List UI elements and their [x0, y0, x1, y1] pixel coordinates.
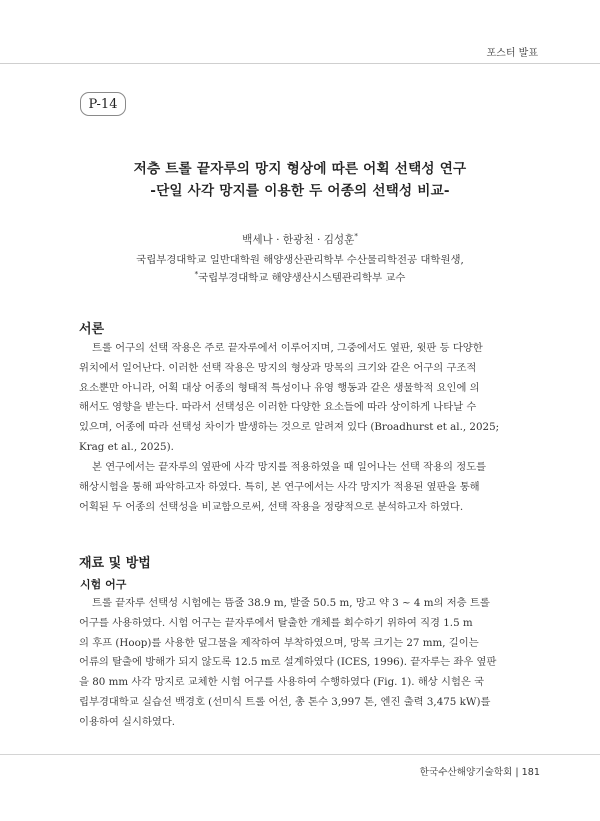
header-divider [0, 63, 600, 64]
text-line: 을 80 mm 사각 망지로 교체한 시험 어구를 사용하여 수행하였다 (Fig. 1). 해상 시험은 국 [79, 676, 485, 689]
affiliation-1: 국립부경대학교 일반대학원 해양생산관리학부 수산물리학전공 대학원생, [136, 254, 464, 266]
text-line: Krag et al., 2025). [79, 440, 174, 453]
authors [0, 232, 600, 247]
text-line: 트롤 어구의 선택 작용은 주로 끝자루에서 이루어지며, 그중에서도 옆판, 윗판 등 다양한 [92, 342, 483, 354]
text-line: 있으며, 어종에 따라 선택성 차이가 발생하는 것으로 알려져 있다 (Broadhurst et al., 2025; [79, 421, 500, 434]
author-names: 백세나 · 한광천 · 김성훈 [242, 234, 355, 246]
intro-paragraph-2 [79, 458, 527, 517]
text-line: 요소뿐만 아니라, 어획 대상 어종의 형태적 특성이나 유영 행동과 같은 생물학적 요인에 의 [79, 381, 480, 394]
methods-heading: 재료 및 방법 [79, 556, 151, 571]
corresponding-mark: * [354, 232, 358, 241]
intro-paragraph-1 [79, 339, 527, 458]
text-line: 어획된 두 어종의 선택성을 비교함으로써, 선택 작용을 정량적으로 분석하고자 하였다. [79, 500, 464, 513]
poster-id-badge: P-14 [80, 92, 126, 116]
text-line: 이용하여 실시하였다. [79, 715, 176, 728]
text-line: 본 연구에서는 끝자루의 옆판에 사각 망지를 적용하였을 때 일어나는 선택 작용의 정도를 [92, 461, 487, 473]
text-line: 해서도 영향을 받는다. 따라서 선택성은 이러한 다양한 요소들에 따라 상이하게 나타날 수 [79, 401, 477, 414]
title-line-2: -단일 사각 망지를 이용한 두 어종의 선택성 비교- [150, 183, 450, 199]
intro-heading: 서론 [79, 322, 105, 337]
text-line: 해상시험을 통해 파악하고자 하였다. 특히, 본 연구에서는 사각 망지가 적용된 옆판을 통해 [79, 480, 480, 493]
footer-divider [0, 754, 600, 755]
text-line: 트롤 끝자루 선택성 시험에는 뜸줄 38.9 m, 발줄 50.5 m, 망고 약 3 ~ 4 m의 저층 트롤 [92, 597, 490, 609]
page-footer: 한국수산해양기술학회 | 181 [419, 767, 540, 778]
affiliation-2-text: 국립부경대학교 해양생산시스템관리학부 교수 [198, 272, 406, 284]
affiliation-2 [0, 269, 600, 284]
methods-subheading: 시험 어구 [80, 578, 127, 591]
text-line: 위치에서 일어난다. 이러한 선택 작용은 망지의 형상과 망목의 크기와 같은 어구의 구조적 [79, 361, 477, 374]
title-line-1: 저층 트롤 끝자루의 망지 형상에 따른 어획 선택성 연구 [133, 161, 467, 177]
text-line: 의 후프 (Hoop)를 사용한 덮그물을 제작하여 부착하였으며, 망목 크기는 27 mm, 길이는 [79, 636, 479, 649]
methods-paragraph [79, 594, 527, 733]
affiliation-mark: * [194, 270, 199, 279]
section-label: 포스터 발표 [486, 48, 538, 59]
text-line: 립부경대학교 실습선 백경호 (선미식 트롤 어선, 총 톤수 3,997 톤, 엔진 출력 3,475 kW)를 [79, 695, 491, 708]
text-line: 어류의 탈출에 방해가 되지 않도록 12.5 m로 설계하였다 (ICES, 1996). 끝자루는 좌우 옆판 [79, 656, 497, 669]
text-line: 어구를 사용하였다. 시험 어구는 끝자루에서 탈출한 개체를 회수하기 위하여 직경 1.5 m [79, 616, 473, 629]
